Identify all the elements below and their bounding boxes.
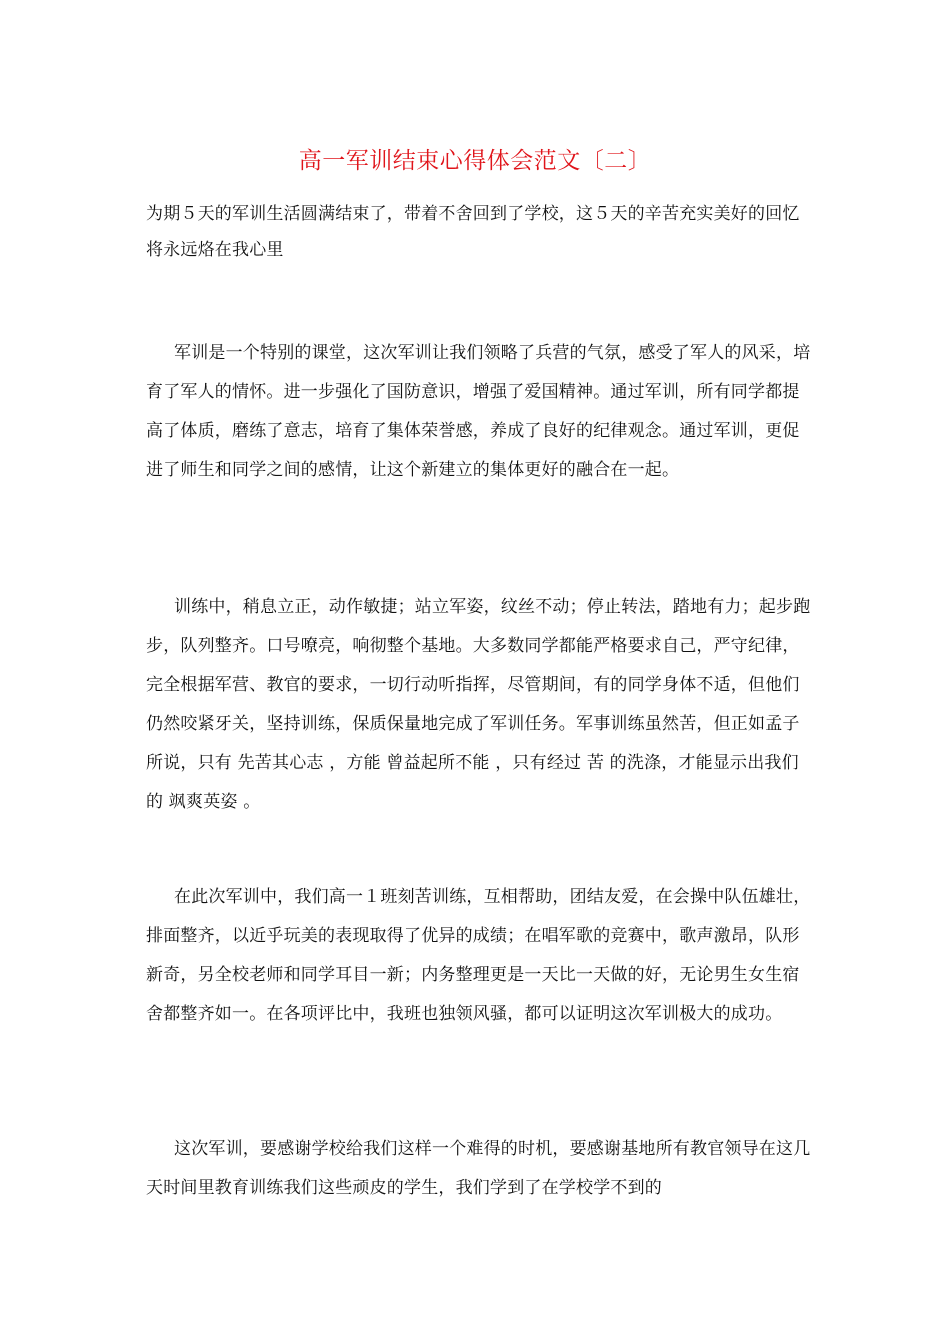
paragraph-training: 训练中，稍息立正，动作敏捷；站立军姿，纹丝不动；停止转法，踏地有力；起步跑步，队列整齐。口号嘹亮，响彻整个基地。大多数同学都能严格要求自己，严守纪律，完全根据军营、教官的要求，一切行动听指挥，尽管期间，有的同学身体不适，但他们仍然咬紧牙关，坚持训练，保质保量地完成了军训任务。军事训练虽然苦，但正如孟子所说，只有 先苦其心志 ，方能 曾益起所不能 ，只有经过 苦 的洗涤，才能显示出我们的 飒爽英姿 。 bbox=[146, 597, 811, 812]
paragraph-class-performance: 在此次军训中，我们高一１班刻苦训练，互相帮助，团结友爱，在会操中队伍雄壮，排面整齐，以近乎玩美的表现取得了优异的成绩；在唱军歌的竞赛中，歌声激昂，队形新奇，另全校老师和同学耳目一新；内务整理更是一天比一天做的好，无论男生女生宿舍都整齐如一。在各项评比中，我班也独领风骚，都可以证明这次军训极大的成功。 bbox=[146, 887, 811, 1024]
paragraph-classroom: 军训是一个特别的课堂，这次军训让我们领略了兵营的气氛，感受了军人的风采，培育了军人的情怀。进一步强化了国防意识，增强了爱国精神。通过军训，所有同学都提高了体质，磨练了意志，培育了集体荣誉感，养成了良好的纪律观念。通过军训，更促进了师生和同学之间的感情，让这个新建立的集体更好的融合在一起。 bbox=[146, 343, 811, 480]
paragraph-thanks: 这次军训，要感谢学校给我们这样一个难得的时机，要感谢基地所有教官领导在这几天时间里教育训练我们这些顽皮的学生，我们学到了在学校学不到的 bbox=[146, 1139, 811, 1198]
paragraph-intro: 为期５天的军训生活圆满结束了，带着不舍回到了学校，这５天的辛苦充实美好的回忆将永远烙在我心里 bbox=[146, 204, 800, 260]
document-title: 高一军训结束心得体会范文〔二〕 bbox=[298, 148, 652, 174]
